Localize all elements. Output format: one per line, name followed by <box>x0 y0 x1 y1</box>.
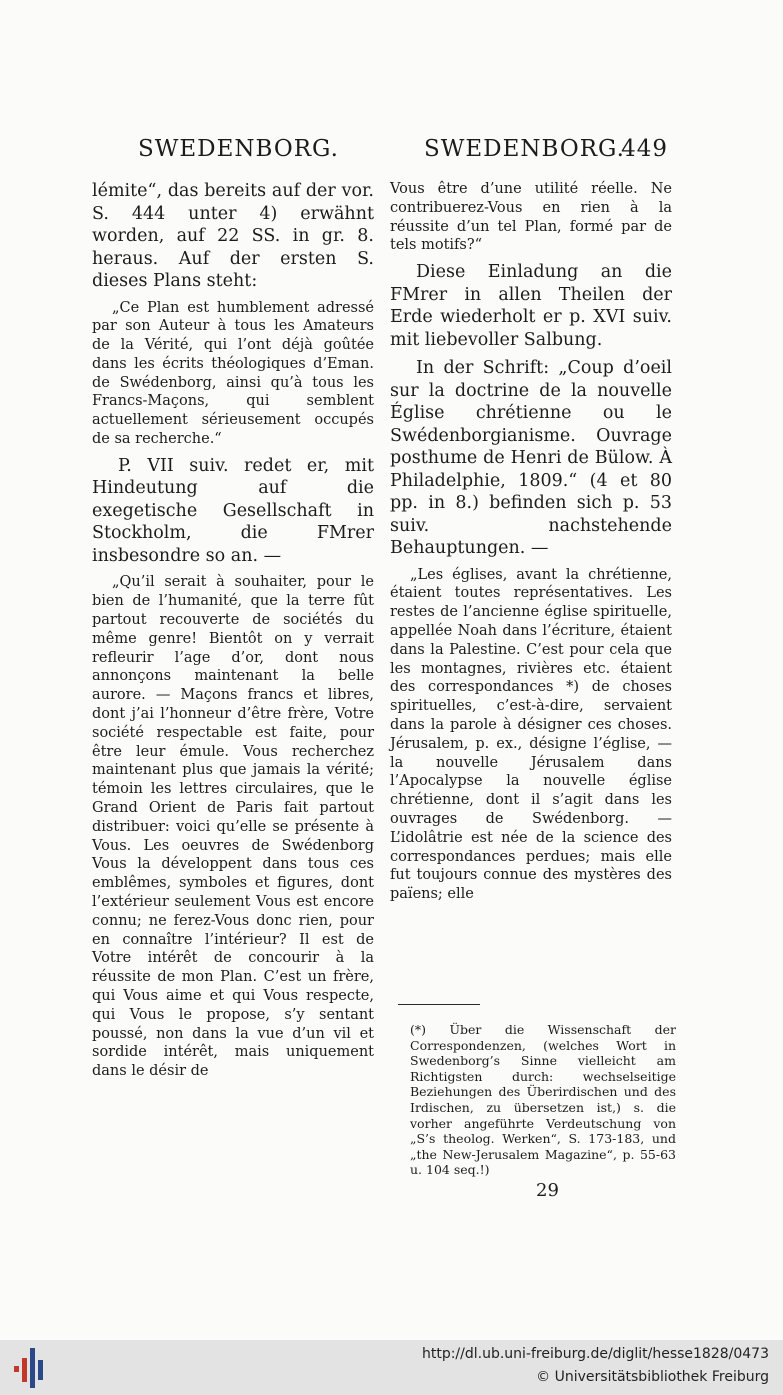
footnote: (*) Über die Wissenschaft der Correspondenzen, (welches Wort in Swedenborg’s Sinne vielleicht am Richtigsten durch: wechselseitige Beziehungen des Überirdischen und des Irdischen, zu übersetzen ist,) s. die vorher angeführte Verdeutschung von „S’s theolog. Werken“, S. 173-183, und „the New-Jerusalem Magazine“, p. 55-63 u. 104 seq.!) <box>410 1022 676 1178</box>
quote-paragraph: Vous être d’une utilité réelle. Ne contribuerez-Vous en rien à la réussite d’un tel Plan, formé par de tels motifs?“ <box>390 181 672 254</box>
quote-paragraph: „Ce Plan est humblement adressé par son Auteur à tous les Amateurs de la Vérité, qui l’ont déjà goûtée dans les écrits théologiques d’Eman. de Swédenborg, ainsi qu’à tous les Francs-Maçons, qui semblent actuellement sérieusement occupés de sa recherche.“ <box>92 299 374 448</box>
running-header <box>138 136 668 170</box>
right-column <box>390 180 672 904</box>
signature-mark: 29 <box>536 1180 559 1201</box>
library-logo-icon[interactable] <box>14 1348 50 1388</box>
paragraph: Diese Einladung an die FMrer in allen Theilen der Erde wiederholt er p. XVI suiv. mit liebevoller Salbung. <box>390 262 672 350</box>
quote-paragraph: „Qu’il serait à souhaiter, pour le bien de l’humanité, que la terre fût partout recouverte de sociétés du même genre! Bientôt on y verrait refleurir l’age d’or, dont nous annonçons maintenant la belle aurore. — Maçons francs et libres, dont j’ai l’honneur d’être frère, Votre société respectable est faite, pour être leur émule. Vous recherchez maintenant plus que jamais la vérité; témoin les lettres circulaires, que le Grand Orient de Paris fait partout distribuer: voici qu’elle se présente à Vous. Les oeuvres de Swédenborg Vous la développent dans tous ces emblêmes, symboles et figures, dont l’extérieur seulement Vous est encore connu; ne ferez-Vous donc rien, pour en connaître l’intérieur? Il est de Votre intérêt de concourir à la réussite de mon Plan. C’est un frère, qui Vous aime et qui Vous respecte, qui Vous le propose, s’y sentant poussé, non dans la vue d’un vil et sordide intérêt, mais uniquement dans le désir de <box>92 574 374 1080</box>
header-left-title: SWEDENBORG. <box>138 136 339 162</box>
header-right-title: SWEDENBORG. <box>424 136 625 162</box>
page-number: 449 <box>621 136 668 162</box>
copyright-notice: © Universitätsbibliothek Freiburg <box>536 1369 769 1385</box>
paragraph: lémite“, das bereits auf der vor. S. 444 unter 4) erwähnt worden, auf 22 SS. in gr. 8. heraus. Auf der ersten S. dieses Plans steht: <box>92 181 374 291</box>
permalink-url[interactable]: http://dl.ub.uni-freiburg.de/diglit/hesse1828/0473 <box>421 1346 769 1362</box>
left-column <box>92 180 374 1081</box>
quote-paragraph: „Les églises, avant la chrétienne, étaient toutes représentatives. Les restes de l’ancienne église spirituelle, appellée Noah dans l’écriture, étaient dans la Palestine. C’est pour cela que les montagnes, rivières etc. étaient des correspondances *) de choses spirituelles, c’est-à-dire, servaient dans la parole à désigner ces choses. Jérusalem, p. ex., désigne l’église, — la nouvelle Jérusalem dans l’Apocalypse la nouvelle église chrétienne, dont il s’agit dans les ouvrages de Swédenborg. — L’idolâtrie est née de la science des correspondances perdues; mais elle fut toujours connue des mystères des païens; elle <box>390 566 672 903</box>
paragraph: P. VII suiv. redet er, mit Hindeutung auf die exegetische Gesellschaft in Stockholm, die FMrer insbesondre so an. — <box>92 455 374 566</box>
viewer-footer <box>0 1340 783 1395</box>
paragraph: In der Schrift: „Coup d’oeil sur la doctrine de la nouvelle Église chrétienne ou le Swédenborgianisme. Ouvrage posthume de Henri de Bülow. À Philadelphie, 1809.“ (4 et 80 pp. in 8.) befinden sich p. 53 suiv. nachstehende Behauptungen. — <box>390 358 672 559</box>
footnote-divider <box>398 1004 480 1005</box>
